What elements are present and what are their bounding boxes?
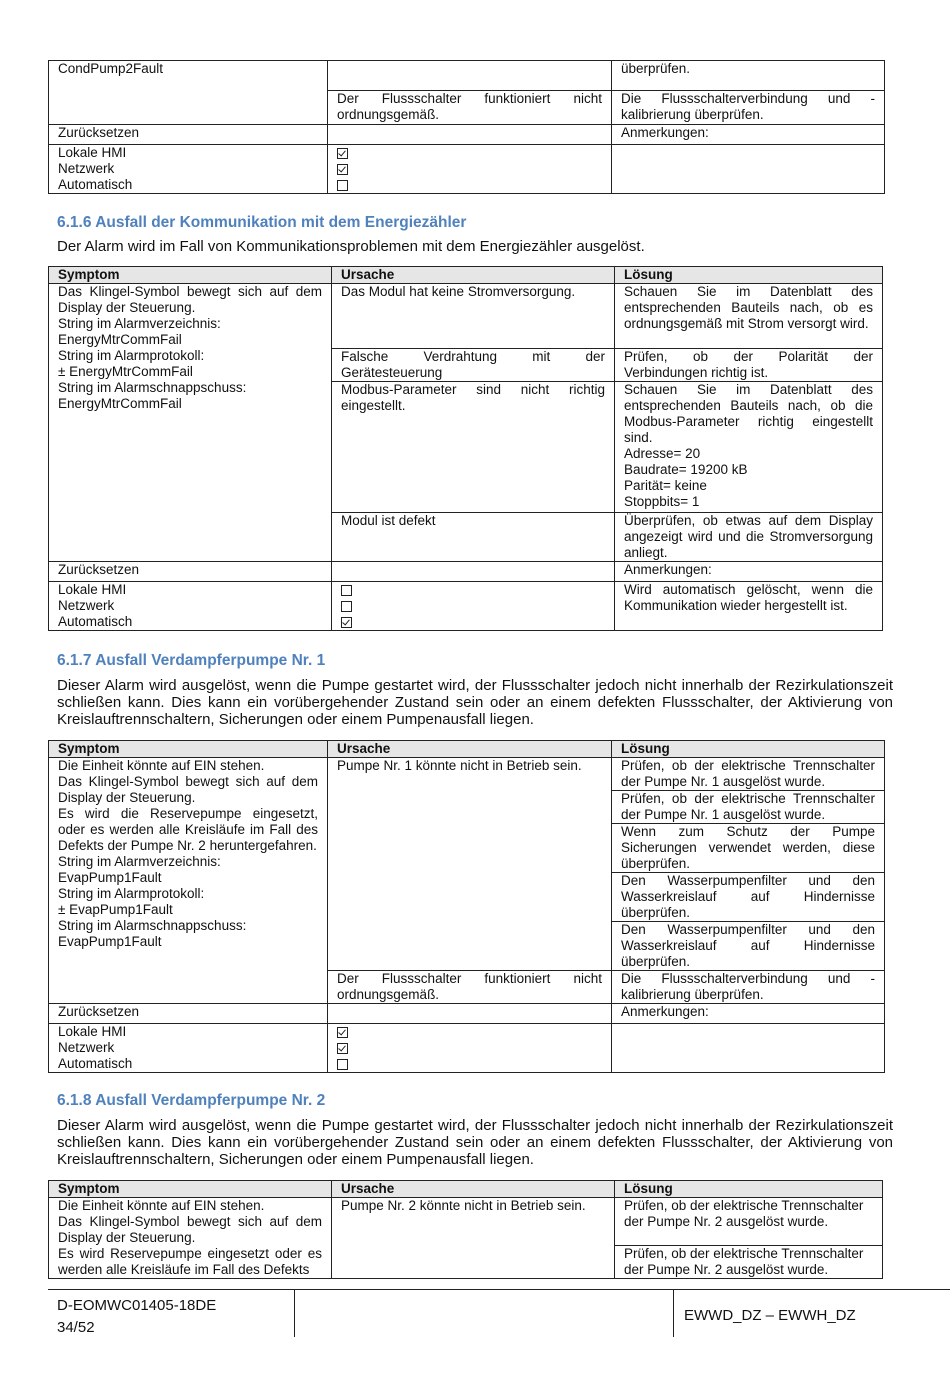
reset-label: Zurücksetzen [49, 1004, 328, 1024]
reset-label: Zurücksetzen [49, 562, 332, 582]
solution-cell: Den Wasserpumpenfilter und den Wasserkreislauf auf Hindernisse überprüfen. [612, 922, 885, 971]
header-solution: Lösung [615, 1181, 883, 1198]
notes-label: Anmerkungen: [615, 562, 883, 582]
checked-box-icon [337, 1027, 348, 1038]
solution-cell: Die Flussschalterverbindung und -kalibrierung überprüfen. [612, 971, 885, 1004]
notes-label: Anmerkungen: [612, 125, 885, 145]
unchecked-box-icon [341, 601, 352, 612]
reset-option: Lokale HMI [58, 582, 127, 597]
footer-divider [294, 1289, 295, 1337]
section-intro: Dieser Alarm wird ausgelöst, wenn die Pumpe gestartet wird, der Flussschalter jedoch nicht innerhalb der Rezirkulationszeit schließen kann. Dies kann ein vorübergehender Zustand sein oder an einem defekten Flussschalter, der Aktivierung von Kreislauftrennschaltern, Sicherungen oder einem Pumpenausfall liegen. [57, 677, 893, 728]
solution-cell: Prüfen, ob der elektrische Trennschalter der Pumpe Nr. 1 ausgelöst wurde. [612, 758, 885, 791]
empty-cell [328, 125, 612, 145]
header-solution: Lösung [615, 267, 883, 284]
symptom-line: String im Alarmschnappschuss: [58, 380, 247, 395]
reset-option: Lokale HMI [58, 1024, 127, 1039]
reset-option: Netzwerk [58, 1040, 115, 1055]
solution-line: Parität= keine [624, 478, 707, 493]
unchecked-box-icon [337, 180, 348, 191]
reset-options [49, 1024, 328, 1073]
symptom-line: ± EnergyMtrCommFail [58, 364, 193, 379]
symptom-line: String im Alarmprotokoll: [58, 886, 205, 901]
symptom-cell [49, 758, 328, 1004]
solution-cell: Den Wasserpumpenfilter und den Wasserkreislauf auf Hindernisse überprüfen. [612, 873, 885, 922]
header-symptom: Symptom [49, 1181, 332, 1198]
solution-cell: Die Flussschalterverbindung und -kalibrierung überprüfen. [612, 91, 885, 125]
solution-cell: Prüfen, ob der elektrische Trennschalter der Pumpe Nr. 1 ausgelöst wurde. [612, 791, 885, 824]
solution-cell: Wenn zum Schutz der Pumpe Sicherungen verwendet werden, diese überprüfen. [612, 824, 885, 873]
unchecked-box-icon [337, 1059, 348, 1070]
notes-label: Anmerkungen: [612, 1004, 885, 1024]
solution-cell: Prüfen, ob der elektrische Trennschalter der Pumpe Nr. 2 ausgelöst wurde. [615, 1198, 883, 1246]
cause-cell: Pumpe Nr. 2 könnte nicht in Betrieb sein. [332, 1198, 615, 1279]
cause-cell [328, 61, 612, 91]
reset-label: Zurücksetzen [49, 125, 328, 145]
solution-line: Schauen Sie im Datenblatt des entsprechenden Bauteils nach, ob die Modbus-Parameter richtig eingestellt sind. [624, 382, 873, 445]
empty-cell [328, 1004, 612, 1024]
cause-cell: Falsche Verdrahtung mit der Gerätesteuerung [332, 349, 615, 382]
reset-checkboxes [328, 145, 612, 194]
notes-cell: Wird automatisch gelöscht, wenn die Kommunikation wieder hergestellt ist. [615, 582, 883, 631]
cause-cell: Pumpe Nr. 1 könnte nicht in Betrieb sein. [328, 758, 612, 971]
cause-cell: Das Modul hat keine Stromversorgung. [332, 284, 615, 349]
header-cause: Ursache [332, 267, 615, 284]
notes-cell [612, 145, 885, 194]
reset-option: Netzwerk [58, 598, 115, 613]
symptom-cell [49, 284, 332, 562]
symptom-line: Das Klingel-Symbol bewegt sich auf dem Display der Steuerung. [58, 284, 322, 315]
page-footer [0, 1289, 950, 1339]
solution-line: Baudrate= 19200 kB [624, 462, 748, 477]
checked-box-icon [337, 148, 348, 159]
cause-cell: Der Flussschalter funktioniert nicht ordnungsgemäß. [328, 971, 612, 1004]
reset-option: Automatisch [58, 177, 133, 192]
symptom-line: Das Klingel-Symbol bewegt sich auf dem Display der Steuerung. [58, 774, 318, 805]
section-heading: 6.1.7 Ausfall Verdampferpumpe Nr. 1 [57, 652, 326, 669]
checked-box-icon [337, 164, 348, 175]
symptom-line: EnergyMtrCommFail [58, 332, 182, 347]
header-symptom: Symptom [49, 741, 328, 758]
header-symptom: Symptom [49, 267, 332, 284]
notes-cell [612, 1024, 885, 1073]
document-id: D-EOMWC01405-18DE [57, 1297, 217, 1314]
symptom-line: String im Alarmverzeichnis: [58, 854, 221, 869]
reset-option: Lokale HMI [58, 145, 127, 160]
symptom-line: Es wird Reservepumpe eingesetzt oder es werden alle Kreisläufe im Fall des Defekts [58, 1246, 322, 1277]
model-names: EWWD_DZ – EWWH_DZ [684, 1307, 856, 1324]
footer-divider [48, 1289, 950, 1290]
symptom-line: Es wird die Reservepumpe eingesetzt, oder es werden alle Kreisläufe im Fall des Defekts der Pumpe Nr. 2 heruntergefahren. [58, 806, 318, 853]
unchecked-box-icon [341, 585, 352, 596]
reset-options [49, 145, 328, 194]
table-evappump2 [48, 1180, 883, 1279]
symptom-line: EnergyMtrCommFail [58, 396, 182, 411]
symptom-line: EvapPump1Fault [58, 870, 162, 885]
checked-box-icon [341, 617, 352, 628]
reset-option: Automatisch [58, 1056, 133, 1071]
symptom-line: String im Alarmschnappschuss: [58, 918, 247, 933]
table-energymeter [48, 266, 883, 631]
cause-cell: Modul ist defekt [332, 513, 615, 562]
header-cause: Ursache [332, 1181, 615, 1198]
section-heading: 6.1.8 Ausfall Verdampferpumpe Nr. 2 [57, 1092, 326, 1109]
symptom-line: EvapPump1Fault [58, 934, 162, 949]
symptom-cell [49, 1198, 332, 1279]
empty-cell [332, 562, 615, 582]
reset-checkboxes [332, 582, 615, 631]
symptom-line: String im Alarmverzeichnis: [58, 316, 221, 331]
footer-divider [673, 1289, 674, 1337]
reset-checkboxes [328, 1024, 612, 1073]
reset-options [49, 582, 332, 631]
solution-line: Stoppbits= 1 [624, 494, 700, 509]
solution-line: Adresse= 20 [624, 446, 701, 461]
cause-cell: Modbus-Parameter sind nicht richtig eingestellt. [332, 382, 615, 513]
table-evappump1 [48, 740, 885, 1073]
page-number: 34/52 [57, 1319, 95, 1336]
checked-box-icon [337, 1043, 348, 1054]
table-condpump2fault [48, 60, 885, 194]
solution-cell: Überprüfen, ob etwas auf dem Display angezeigt wird und die Stromversorgung anliegt. [615, 513, 883, 562]
section-heading: 6.1.6 Ausfall der Kommunikation mit dem Energiezähler [57, 214, 467, 231]
cause-cell: Der Flussschalter funktioniert nicht ordnungsgemäß. [328, 91, 612, 125]
solution-cell: Schauen Sie im Datenblatt des entsprechenden Bauteils nach, ob es ordnungsgemäß mit Strom versorgt wird. [615, 284, 883, 349]
symptom-line: Das Klingel-Symbol bewegt sich auf dem Display der Steuerung. [58, 1214, 322, 1245]
header-solution: Lösung [612, 741, 885, 758]
solution-cell: Prüfen, ob der Polarität der Verbindungen richtig ist. [615, 349, 883, 382]
section-intro: Dieser Alarm wird ausgelöst, wenn die Pumpe gestartet wird, der Flussschalter jedoch nicht innerhalb der Rezirkulationszeit schließen kann. Dies kann ein vorübergehender Zustand sein oder an einem defekten Flussschalter, der Aktivierung von Kreislauftrennschaltern, Sicherungen oder einem Pumpenausfall liegen. [57, 1117, 893, 1168]
symptom-line: String im Alarmprotokoll: [58, 348, 205, 363]
symptom-line: Die Einheit könnte auf EIN stehen. [58, 1198, 265, 1213]
symptom-line: Die Einheit könnte auf EIN stehen. [58, 758, 265, 773]
symptom-line: ± EvapPump1Fault [58, 902, 173, 917]
solution-cell [615, 382, 883, 513]
symptom-cell: CondPump2Fault [49, 61, 328, 125]
solution-cell: Prüfen, ob der elektrische Trennschalter der Pumpe Nr. 2 ausgelöst wurde. [615, 1246, 883, 1279]
reset-option: Automatisch [58, 614, 133, 629]
reset-option: Netzwerk [58, 161, 115, 176]
solution-cell: überprüfen. [612, 61, 885, 91]
section-intro: Der Alarm wird im Fall von Kommunikationsproblemen mit dem Energiezähler ausgelöst. [57, 238, 645, 255]
header-cause: Ursache [328, 741, 612, 758]
